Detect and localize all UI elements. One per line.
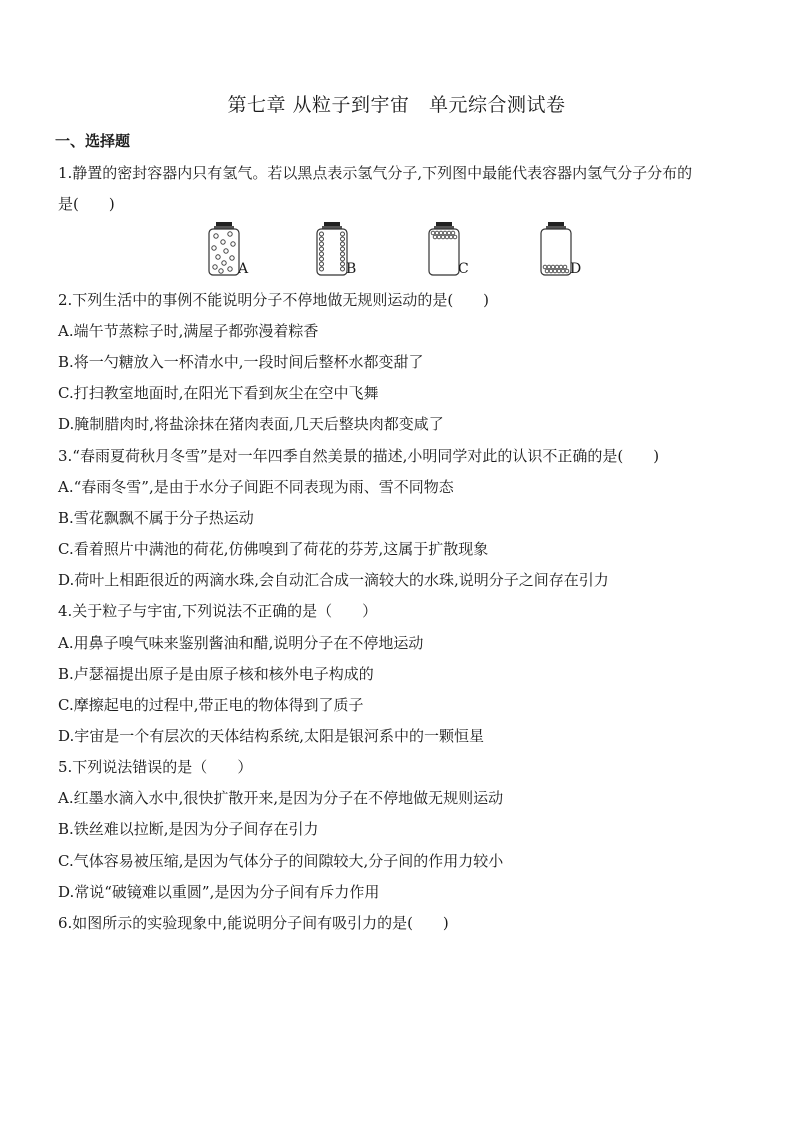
q1-figures: [200, 220, 600, 280]
q2-option-d: D.腌制腊肉时,将盐涂抹在猪肉表面,几天后整块肉都变咸了: [58, 415, 444, 433]
q2-option-b: B.将一勺糖放入一杯清水中,一段时间后整杯水都变甜了: [58, 353, 424, 371]
q4-option-b: B.卢瑟福提出原子是由原子核和核外电子构成的: [58, 665, 374, 683]
q1-stem-line2: 是( ): [58, 195, 115, 213]
q1-figure-label: B: [346, 261, 357, 277]
q1-stem-line1: 1.静置的密封容器内只有氢气。若以黑点表示氢气分子,下列图中最能代表容器内氢气分子分布的: [58, 164, 693, 182]
q5-option-b: B.铁丝难以拉断,是因为分子间存在引力: [58, 820, 319, 838]
q2-stem: 2.下列生活中的事例不能说明分子不停地做无规则运动的是( ): [58, 291, 490, 309]
q1-figure-a: [204, 220, 264, 280]
q3-option-c: C.看着照片中满池的荷花,仿佛嗅到了荷花的芬芳,这属于扩散现象: [58, 540, 489, 558]
q1-figure-label: C: [458, 261, 469, 277]
q3-option-a: A.“春雨冬雪”,是由于水分子间距不同表现为雨、雪不同物态: [58, 478, 454, 496]
q1-figure-c: [424, 220, 484, 280]
q3-option-b: B.雪花飘飘不属于分子热运动: [58, 509, 254, 527]
q4-option-a: A.用鼻子嗅气味来鉴别酱油和醋,说明分子在不停地运动: [58, 634, 424, 652]
q3-option-d: D.荷叶上相距很近的两滴水珠,会自动汇合成一滴较大的水珠,说明分子之间存在引力: [58, 571, 609, 589]
q2-option-c: C.打扫教室地面时,在阳光下看到灰尘在空中飞舞: [58, 384, 379, 402]
q5-stem: 5.下列说法错误的是（ ）: [58, 758, 253, 776]
q4-option-d: D.宇宙是一个有层次的天体结构系统,太阳是银河系中的一颗恒星: [58, 727, 485, 745]
q5-option-a: A.红墨水滴入水中,很快扩散开来,是因为分子在不停地做无规则运动: [58, 789, 504, 807]
q5-option-c: C.气体容易被压缩,是因为气体分子的间隙较大,分子间的作用力较小: [58, 852, 504, 870]
q1-figure-b: [312, 220, 372, 280]
q4-option-c: C.摩擦起电的过程中,带正电的物体得到了质子: [58, 696, 364, 714]
q2-option-a: A.端午节蒸粽子时,满屋子都弥漫着粽香: [58, 322, 319, 340]
q1-figure-d: [536, 220, 596, 280]
page-title: 第七章 从粒子到宇宙 单元综合测试卷: [227, 94, 566, 116]
q5-option-d: D.常说“破镜难以重圆”,是因为分子间有斥力作用: [58, 883, 380, 901]
q4-stem: 4.关于粒子与宇宙,下列说法不正确的是（ ）: [58, 602, 378, 620]
q6-stem: 6.如图所示的实验现象中,能说明分子间有吸引力的是( ): [58, 914, 449, 932]
q1-figure-label: A: [238, 261, 249, 277]
q3-stem: 3.“春雨夏荷秋月冬雪”是对一年四季自然美景的描述,小明同学对此的认识不正确的是( ): [58, 447, 660, 465]
q1-figure-label: D: [570, 261, 582, 277]
section-heading: 一、选择题: [55, 132, 131, 150]
